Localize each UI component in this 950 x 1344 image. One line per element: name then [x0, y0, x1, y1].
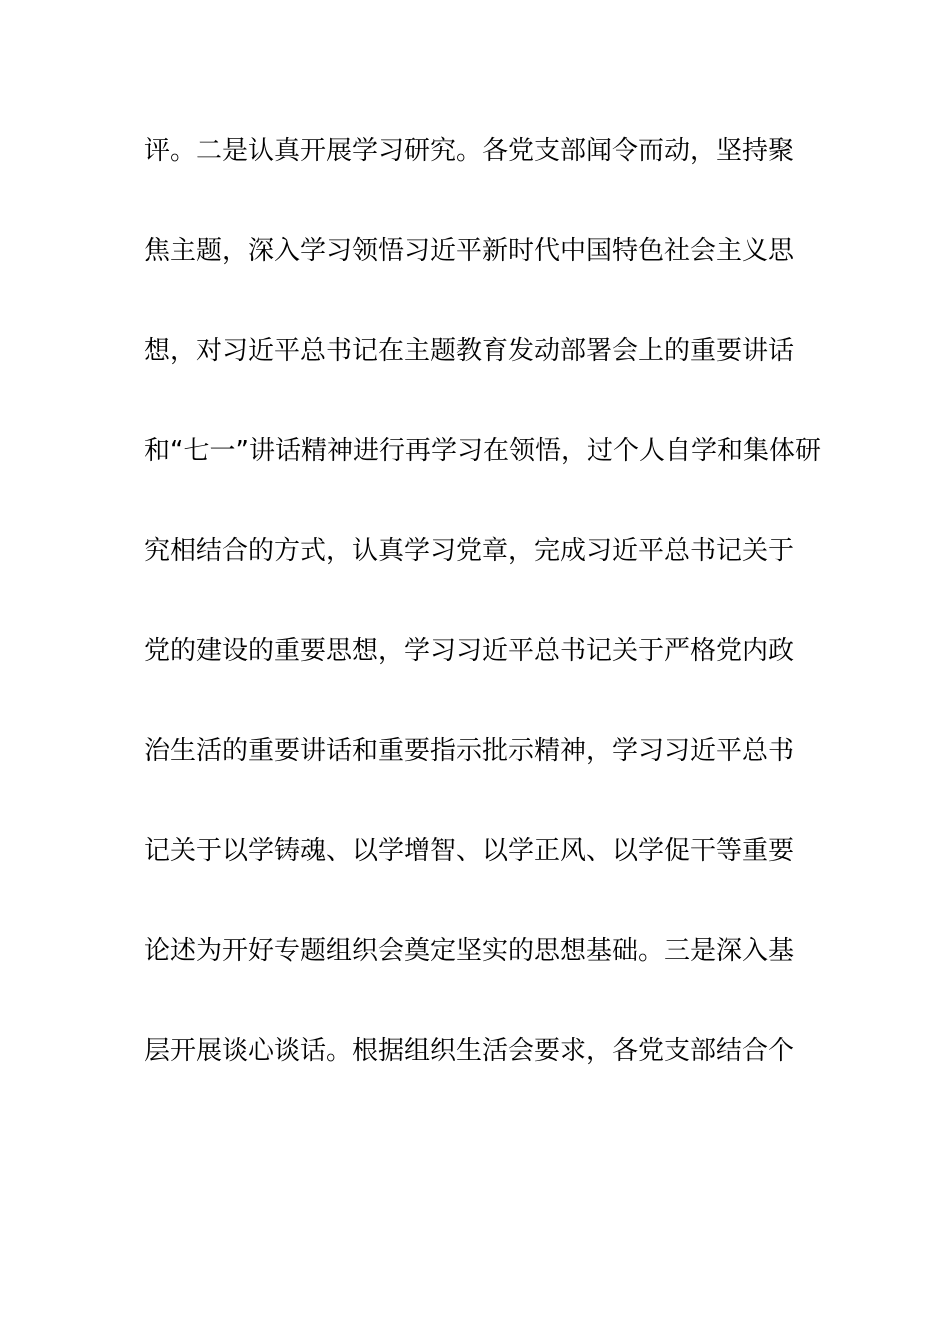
body-text	[144, 126, 824, 1126]
text-line: 治生活的重要讲话和重要指示批示精神，学习习近平总书	[144, 736, 795, 766]
text-line: 和“七一”讲话精神进行再学习在领悟，过个人自学和集体研	[144, 436, 821, 466]
text-line: 评。二是认真开展学习研究。各党支部闻令而动，坚持聚	[144, 136, 795, 166]
text-line: 层开展谈心谈话。根据组织生活会要求，各党支部结合个	[144, 1036, 795, 1066]
text-line: 究相结合的方式，认真学习党章，完成习近平总书记关于	[144, 536, 795, 566]
text-line: 论述为开好专题组织会奠定坚实的思想基础。三是深入基	[144, 936, 795, 966]
text-line: 党的建设的重要思想，学习习近平总书记关于严格党内政	[144, 636, 795, 666]
text-line: 想，对习近平总书记在主题教育发动部署会上的重要讲话	[144, 336, 795, 366]
text-line: 焦主题，深入学习领悟习近平新时代中国特色社会主义思	[144, 236, 795, 266]
text-line: 记关于以学铸魂、以学增智、以学正风、以学促干等重要	[144, 836, 795, 866]
